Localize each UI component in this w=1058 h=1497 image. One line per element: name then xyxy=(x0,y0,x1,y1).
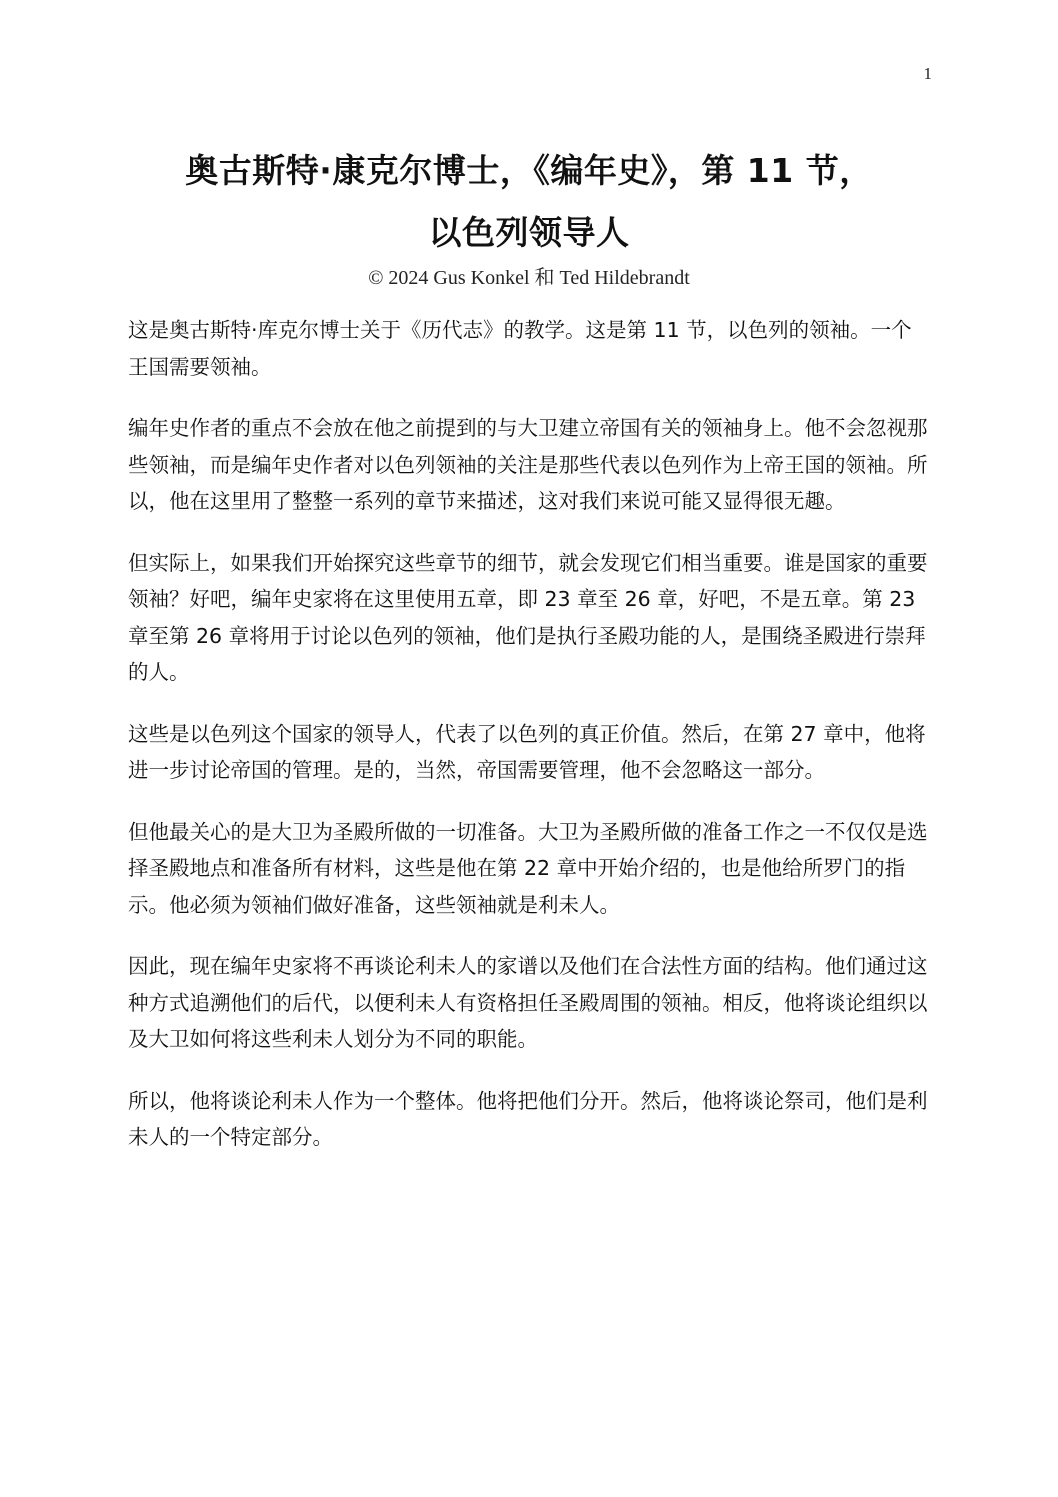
document-title-line-1: 奥古斯特·康克尔博士，《编年史》，第 11 节， xyxy=(185,151,873,190)
document-title-line-2: 以色列领导人 xyxy=(428,213,630,252)
paragraph-1: 这是奥古斯特·库克尔博士关于《历代志》的教学。这是第 11 节，以色列的领袖。一个王国需要领袖。 xyxy=(128,318,912,379)
paragraph-6: 因此，现在编年史家将不再谈论利未人的家谱以及他们在合法性方面的结构。他们通过这种方式追溯他们的后代，以便利未人有资格担任圣殿周围的领袖。相反，他将谈论组织以及大卫如何将这些利未人划分为不同的职能。 xyxy=(128,954,928,1051)
paragraph-3: 但实际上，如果我们开始探究这些章节的细节，就会发现它们相当重要。谁是国家的重要领袖？好吧，编年史家将在这里使用五章，即 23 章至 26 章，好吧，不是五章。第 23 章至第 26 章将用于讨论以色列的领袖，他们是执行圣殿功能的人，是围绕圣殿进行崇拜的人。 xyxy=(128,550,928,684)
document-body xyxy=(128,312,928,1181)
paragraph-7: 所以，他将谈论利未人作为一个整体。他将把他们分开。然后，他将谈论祭司，他们是利未人的一个特定部分。 xyxy=(128,1088,928,1149)
paragraph-2: 编年史作者的重点不会放在他之前提到的与大卫建立帝国有关的领袖身上。他不会忽视那些领袖，而是编年史作者对以色列领袖的关注是那些代表以色列作为上帝王国的领袖。所以，他在这里用了整整一系列的章节来描述，这对我们来说可能又显得很无趣。 xyxy=(128,416,928,513)
paragraph-4: 这些是以色列这个国家的领导人，代表了以色列的真正价值。然后，在第 27 章中，他将进一步讨论帝国的管理。是的，当然，帝国需要管理，他不会忽略这一部分。 xyxy=(128,721,926,782)
paragraph-5: 但他最关心的是大卫为圣殿所做的一切准备。大卫为圣殿所做的准备工作之一不仅仅是选择圣殿地点和准备所有材料，这些是他在第 22 章中开始介绍的，也是他给所罗门的指示。他必须为领袖们做好准备，这些领袖就是利未人。 xyxy=(128,819,928,917)
page-number: 1 xyxy=(923,64,932,83)
copyright-line: © 2024 Gus Konkel 和 Ted Hildebrandt xyxy=(368,267,690,289)
title-block xyxy=(110,140,948,292)
